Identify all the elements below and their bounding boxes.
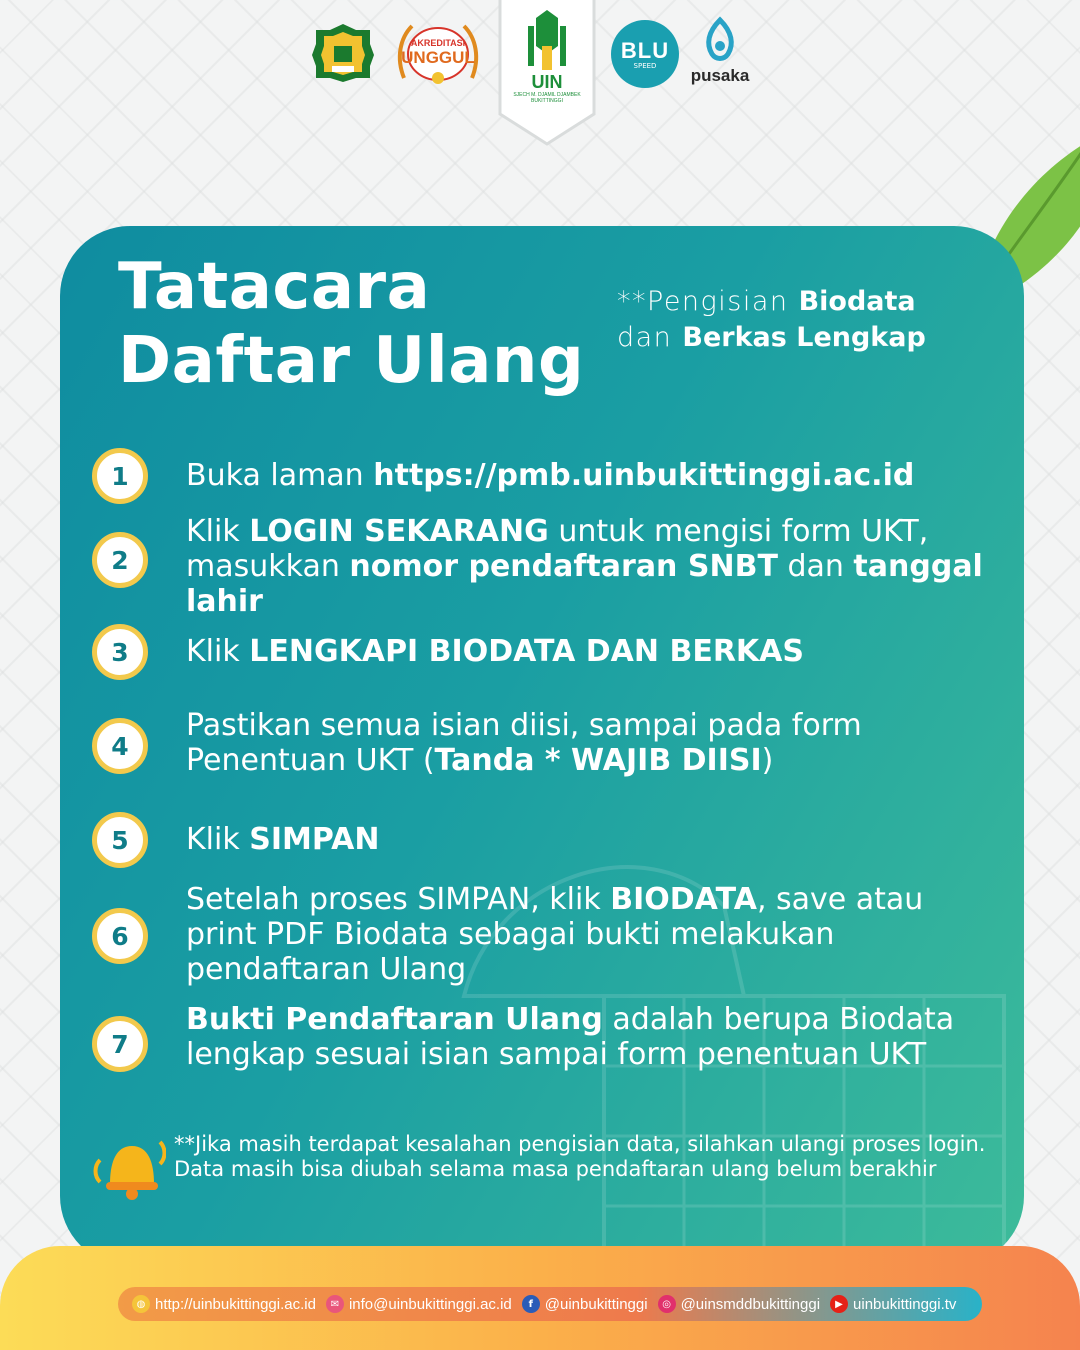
step-link-url: https://pmb.uinbukittinggi.ac.id bbox=[373, 458, 915, 493]
step-text-part: Klik bbox=[186, 514, 250, 549]
page-title bbox=[118, 250, 584, 398]
instagram-link[interactable] bbox=[658, 1295, 820, 1313]
step-number-badge: 1 bbox=[92, 448, 148, 504]
step-text-bold: Bukti Pendaftaran Ulang bbox=[186, 1002, 603, 1037]
bell-icon bbox=[86, 1132, 166, 1202]
main-card bbox=[60, 226, 1024, 1266]
uin-sub-label: SJECH M. DJAMIL DJAMBEK BUKITTINGGI bbox=[513, 92, 581, 104]
step-text-part: ) bbox=[761, 743, 774, 778]
step-text-part: , save atau print PDF Biodata sebagai bukti melakukan pendaftaran Ulang bbox=[186, 882, 924, 987]
page-subtitle bbox=[617, 284, 1017, 356]
step-text-bold: Tanda * WAJIB DIISI bbox=[434, 743, 762, 778]
pusaka-label: pusaka bbox=[690, 66, 750, 85]
email-link[interactable] bbox=[326, 1295, 512, 1313]
step-text-bold: LOGIN SEKARANG bbox=[249, 514, 549, 549]
step-number-badge: 2 bbox=[92, 532, 148, 588]
youtube-icon: ▶ bbox=[830, 1295, 848, 1313]
step-text-part: Klik bbox=[186, 822, 250, 857]
title-line-2: Daftar Ulang bbox=[118, 324, 585, 398]
akreditasi-logo bbox=[394, 18, 482, 90]
step-text bbox=[186, 634, 986, 669]
youtube-text: uinbukittinggi.tv bbox=[853, 1295, 957, 1313]
step-text-part: Pastikan semua isian diisi, sampai pada form Penentuan UKT ( bbox=[186, 708, 862, 778]
step-text bbox=[186, 708, 986, 778]
website-link[interactable] bbox=[132, 1295, 316, 1313]
note-text: **Jika masih terdapat kesalahan pengisian data, silahkan ulangi proses login. Data masih bisa diubah selama masa pendaftaran ulang belum berakhir bbox=[174, 1132, 986, 1181]
instagram-icon: ◎ bbox=[658, 1295, 676, 1313]
step-number-badge: 7 bbox=[92, 1016, 148, 1072]
step-number-badge: 6 bbox=[92, 908, 148, 964]
step-text bbox=[186, 1002, 986, 1072]
step-text bbox=[186, 882, 986, 987]
blu-logo bbox=[611, 20, 679, 88]
header-logos bbox=[0, 0, 1080, 150]
step-text-part: Klik bbox=[186, 634, 250, 669]
pusaka-logo bbox=[688, 16, 752, 88]
title-line-1: Tatacara bbox=[118, 250, 431, 324]
globe-icon: ◍ bbox=[132, 1295, 150, 1313]
step-text-bold: BIODATA bbox=[610, 882, 757, 917]
subtitle-bold-2: Berkas Lengkap bbox=[682, 322, 926, 353]
step-text bbox=[186, 458, 986, 493]
step-text-bold: nomor pendaftaran SNBT bbox=[349, 549, 778, 584]
step-text bbox=[186, 514, 986, 619]
kemenag-logo bbox=[310, 22, 376, 84]
facebook-icon: f bbox=[522, 1295, 540, 1313]
unggul-label: UNGGUL bbox=[401, 48, 475, 67]
step-text-bold: LENGKAPI BIODATA DAN BERKAS bbox=[249, 634, 804, 669]
contact-bar bbox=[118, 1287, 982, 1321]
step-text-part: dan bbox=[777, 549, 854, 584]
step-text-part: Setelah proses SIMPAN, klik bbox=[186, 882, 611, 917]
blu-sub-label: SPEED bbox=[633, 62, 657, 70]
step-number-badge: 3 bbox=[92, 624, 148, 680]
subtitle-mid: dan bbox=[617, 322, 683, 353]
youtube-link[interactable] bbox=[830, 1295, 956, 1313]
instagram-text: @uinsmddbukittinggi bbox=[680, 1295, 821, 1313]
step-number-badge: 5 bbox=[92, 812, 148, 868]
mail-icon: ✉ bbox=[326, 1295, 344, 1313]
blu-label: BLU bbox=[620, 38, 670, 63]
email-text: info@uinbukittinggi.ac.id bbox=[348, 1295, 512, 1313]
step-text-part: Buka laman bbox=[186, 458, 374, 493]
uin-logo bbox=[498, 0, 596, 146]
website-text: http://uinbukittinggi.ac.id bbox=[155, 1295, 316, 1313]
akreditasi-label: AKREDITASI bbox=[410, 38, 466, 48]
uin-label: UIN bbox=[531, 72, 563, 92]
step-text-part: untuk mengisi form UKT, masukkan bbox=[186, 514, 929, 584]
subtitle-prefix: **Pengisian bbox=[617, 286, 799, 317]
subtitle-bold-1: Biodata bbox=[798, 286, 916, 317]
step-number-badge: 4 bbox=[92, 718, 148, 774]
step-text-bold: SIMPAN bbox=[249, 822, 380, 857]
step-text bbox=[186, 822, 986, 857]
step-text-part: adalah berupa Biodata lengkap sesuai isian sampai form penentuan UKT bbox=[186, 1002, 955, 1072]
facebook-text: @uinbukittinggi bbox=[544, 1295, 648, 1313]
step-text-bold: tanggal lahir bbox=[186, 549, 983, 619]
facebook-link[interactable] bbox=[522, 1295, 648, 1313]
